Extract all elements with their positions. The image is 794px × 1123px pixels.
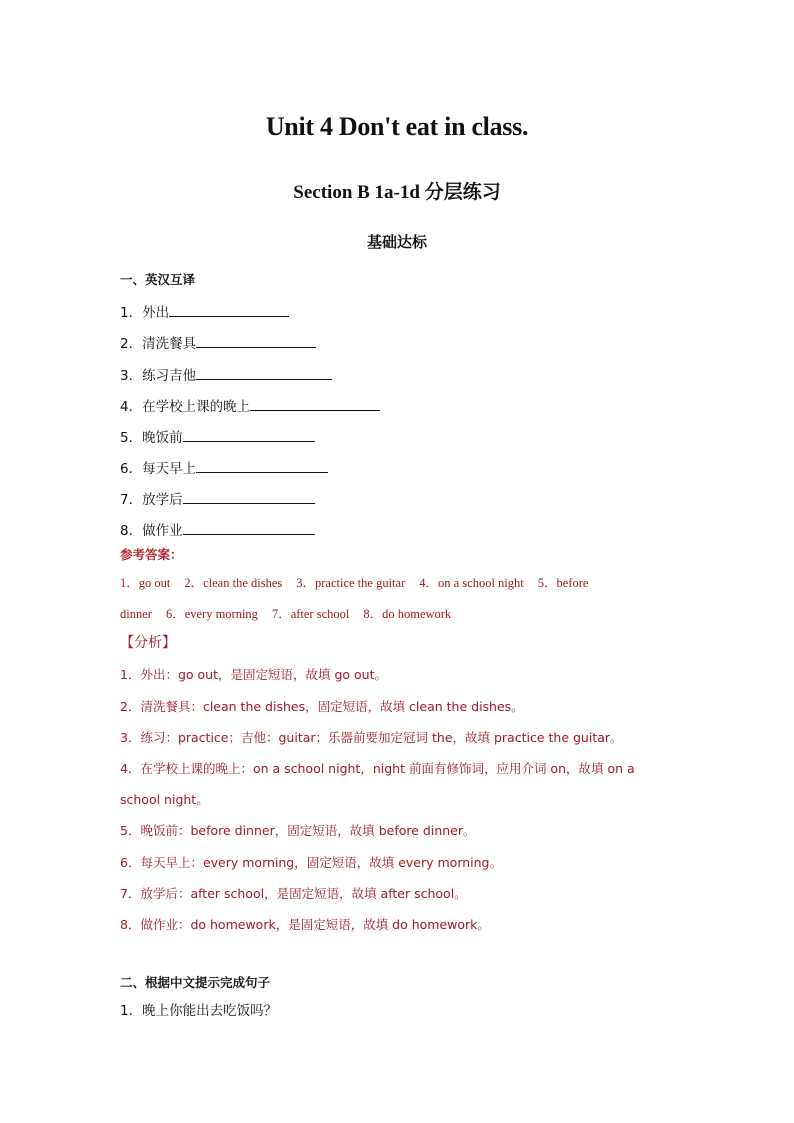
answer-blank[interactable] [183, 520, 315, 535]
answer-blank[interactable] [169, 302, 289, 317]
section2-heading: 二、根据中文提示完成句子 [120, 975, 271, 990]
question-text: 放学后 [142, 492, 183, 508]
question-number: 1． [120, 305, 143, 321]
question-text: 做作业 [142, 523, 183, 539]
question-8 [120, 519, 315, 539]
analysis-line: 3．练习：practice；吉他：guitar；乐器前要加定冠词 the，故填 practice the guitar。 [120, 730, 623, 745]
question-number: 6． [120, 461, 143, 477]
analysis-line: 6．每天早上：every morning，固定短语，故填 every morning。 [120, 855, 502, 870]
answer-item: 2．clean the dishes [184, 576, 283, 590]
answer-item: dinner [120, 607, 152, 621]
answer-item: 1．go out [120, 576, 171, 590]
question-4 [120, 395, 380, 415]
section1-heading: 一、英汉互译 [120, 272, 196, 287]
answer-blank[interactable] [183, 427, 315, 442]
question-number: 7． [120, 492, 143, 508]
level-heading: 基础达标 [366, 233, 427, 251]
answer-item: 8．do homework [363, 607, 452, 621]
question-number: 5． [120, 430, 143, 446]
question-text: 练习吉他 [142, 368, 197, 384]
question-number: 3． [120, 368, 143, 384]
question-number: 2． [120, 336, 143, 352]
question-7 [120, 488, 315, 508]
analysis-line: 4．在学校上课的晚上：on a school night，night 前面有修饰词，应用介词 on，故填 on a [120, 761, 635, 776]
question-6 [120, 457, 328, 477]
question-text: 每天早上 [142, 461, 197, 477]
reference-answer-label: 参考答案： [120, 547, 183, 562]
question-text: 清洗餐具 [142, 336, 197, 352]
question-number: 8． [120, 523, 143, 539]
question-2 [120, 332, 316, 352]
question-text: 外出 [142, 305, 170, 321]
answer-item: 7．after school [271, 607, 350, 621]
analysis-line: 1．外出：go out，是固定短语，故填 go out。 [120, 667, 387, 682]
analysis-label: 【分析】 [120, 635, 176, 651]
answer-blank[interactable] [196, 458, 328, 473]
question-number: 4． [120, 399, 143, 415]
answer-blank[interactable] [196, 333, 316, 348]
page-subtitle: Section B 1a-1d 分层练习 [293, 182, 501, 203]
analysis-line: school night。 [120, 792, 209, 807]
analysis-line: 2．清洗餐具：clean the dishes，固定短语，故填 clean the dishes。 [120, 699, 524, 714]
answer-item: 5．before [537, 576, 589, 590]
answer-item: 6．every morning [165, 607, 258, 621]
answer-blank[interactable] [183, 489, 315, 504]
analysis-line: 7．放学后：after school，是固定短语，故填 after school。 [120, 886, 467, 901]
answer-blank[interactable] [250, 396, 380, 411]
question-1 [120, 301, 289, 321]
answers-line-1 [120, 573, 602, 591]
question-5 [120, 426, 315, 446]
question-3 [120, 364, 332, 384]
answer-blank[interactable] [196, 365, 332, 380]
analysis-line: 8．做作业：do homework，是固定短语，故填 do homework。 [120, 917, 490, 932]
analysis-line: 5．晚饭前：before dinner，固定短语，故填 before dinner。 [120, 823, 476, 838]
answer-item: 4．on a school night [419, 576, 524, 590]
page-title: Unit 4 Don't eat in class. [265, 112, 529, 141]
question-text: 在学校上课的晚上 [142, 399, 251, 415]
section2-question-1: 1．晚上你能出去吃饭吗？ [120, 1003, 278, 1019]
question-text: 晚饭前 [142, 430, 183, 446]
answer-item: 3．practice the guitar [296, 576, 406, 590]
answers-line-2 [120, 604, 465, 622]
